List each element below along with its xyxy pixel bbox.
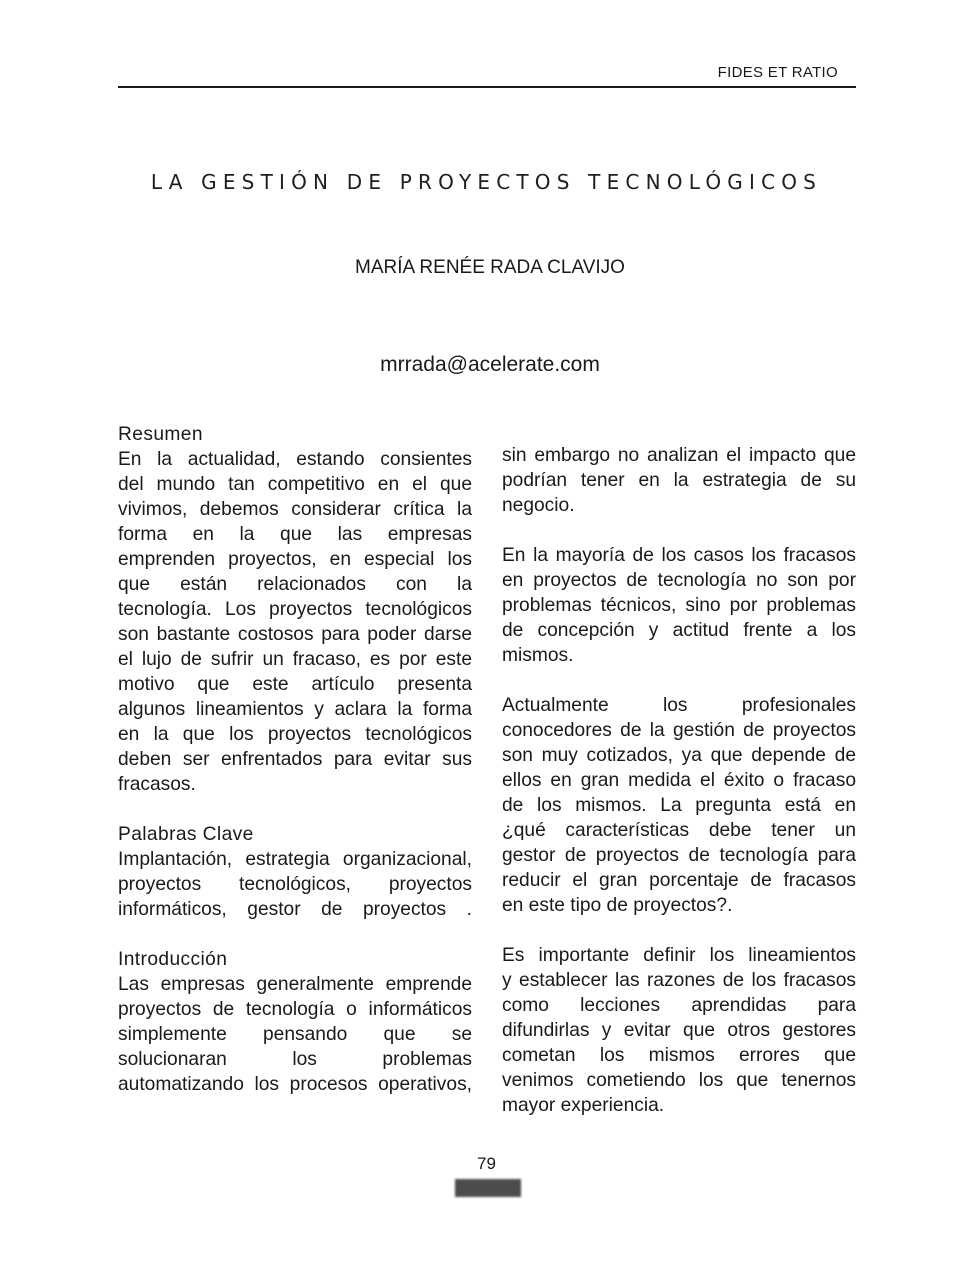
- text-line: como lecciones aprendidas para: [502, 995, 856, 1016]
- text-line: deben ser enfrentados para evitar sus: [118, 749, 472, 770]
- section-heading-resumen: Resumen: [118, 424, 203, 445]
- text-line: motivo que este artículo presenta: [118, 674, 472, 695]
- text-line: proyectos tecnológicos, proyectos: [118, 874, 472, 895]
- palabras-clave-section: [118, 822, 472, 922]
- text-line: negocio.: [502, 495, 575, 516]
- paragraph: [502, 443, 856, 518]
- text-line: Las empresas generalmente emprende: [118, 974, 472, 995]
- text-line: del mundo tan competitivo en el que: [118, 474, 472, 495]
- text-line: son muy cotizados, ya que depende de: [502, 745, 856, 766]
- text-line: informáticos, gestor de proyectos .: [118, 899, 472, 920]
- text-line: vivimos, debemos considerar crítica la: [118, 499, 472, 520]
- text-line: Implantación, estrategia organizacional,: [118, 849, 472, 870]
- text-line: gestor de proyectos de tecnología para: [502, 845, 856, 866]
- author-name: MARÍA RENÉE RADA CLAVIJO: [355, 257, 625, 278]
- text-line: en este tipo de proyectos?.: [502, 895, 733, 916]
- text-line: que están relacionados con la: [118, 574, 472, 595]
- text-line: podrían tener en la estrategia de su: [502, 470, 856, 491]
- text-line: sin embargo no analizan el impacto que: [502, 445, 856, 466]
- text-line: forma en la que las empresas: [118, 524, 472, 545]
- text-line: de concepción y actitud frente a los: [502, 620, 856, 641]
- section-heading-palabras-clave: Palabras Clave: [118, 824, 254, 845]
- section-heading-introduccion: Introducción: [118, 949, 228, 970]
- text-line: En la actualidad, estando consientes: [118, 449, 472, 470]
- page-thumb-tab: [455, 1179, 521, 1197]
- text-line: emprenden proyectos, en especial los: [118, 549, 472, 570]
- paragraph-gap: [118, 797, 472, 822]
- text-line: son bastante costosos para poder darse: [118, 624, 472, 645]
- text-line: cometan los mismos errores que: [502, 1045, 856, 1066]
- author-email: mrrada@acelerate.com: [380, 353, 600, 376]
- paragraph-gap: [502, 918, 856, 943]
- text-line: proyectos de tecnología o informáticos: [118, 999, 472, 1020]
- article-title: LA GESTIÓN DE PROYECTOS TECNOLÓGICOS: [150, 170, 823, 194]
- text-line: fracasos.: [118, 774, 196, 795]
- text-line: solucionaran los problemas: [118, 1049, 472, 1070]
- text-line: venimos cometiendo los que tenernos: [502, 1070, 856, 1091]
- right-column: [502, 443, 856, 1118]
- journal-name: FIDES ET RATIO: [717, 64, 838, 81]
- text-line: simplemente pensando que se: [118, 1024, 472, 1045]
- text-line: algunos lineamientos y aclara la forma: [118, 699, 472, 720]
- text-line: de los mismos. La pregunta está en: [502, 795, 856, 816]
- text-line: ellos en gran medida el éxito o fracaso: [502, 770, 856, 791]
- resumen-section: [118, 422, 472, 797]
- text-line: ¿qué características debe tener un: [502, 820, 856, 841]
- text-line: el lujo de sufrir un fracaso, es por este: [118, 649, 472, 670]
- text-line: en proyectos de tecnología no son por: [502, 570, 856, 591]
- page-number: 79: [477, 1154, 496, 1173]
- text-line: mayor experiencia.: [502, 1095, 665, 1116]
- paragraph: [502, 543, 856, 668]
- paragraph: [502, 693, 856, 918]
- text-line: Actualmente los profesionales: [502, 695, 856, 716]
- text-line: mismos.: [502, 645, 574, 666]
- paragraph-gap: [502, 668, 856, 693]
- text-line: conocedores de la gestión de proyectos: [502, 720, 856, 741]
- paragraph-gap: [502, 518, 856, 543]
- text-line: En la mayoría de los casos los fracasos: [502, 545, 856, 566]
- paragraph-gap: [118, 922, 472, 947]
- left-column: [118, 422, 472, 1097]
- text-line: tecnología. Los proyectos tecnológicos: [118, 599, 472, 620]
- text-line: automatizando los procesos operativos,: [118, 1074, 472, 1095]
- text-line: en la que los proyectos tecnológicos: [118, 724, 472, 745]
- running-header: [118, 62, 856, 88]
- text-line: reducir el gran porcentaje de fracasos: [502, 870, 856, 891]
- introduccion-section: [118, 947, 472, 1097]
- paragraph: [502, 943, 856, 1118]
- text-line: Es importante definir los lineamientos: [502, 945, 856, 966]
- text-line: difundirlas y evitar que otros gestores: [502, 1020, 856, 1041]
- text-line: problemas técnicos, sino por problemas: [502, 595, 856, 616]
- text-line: y establecer las razones de los fracasos: [502, 970, 856, 991]
